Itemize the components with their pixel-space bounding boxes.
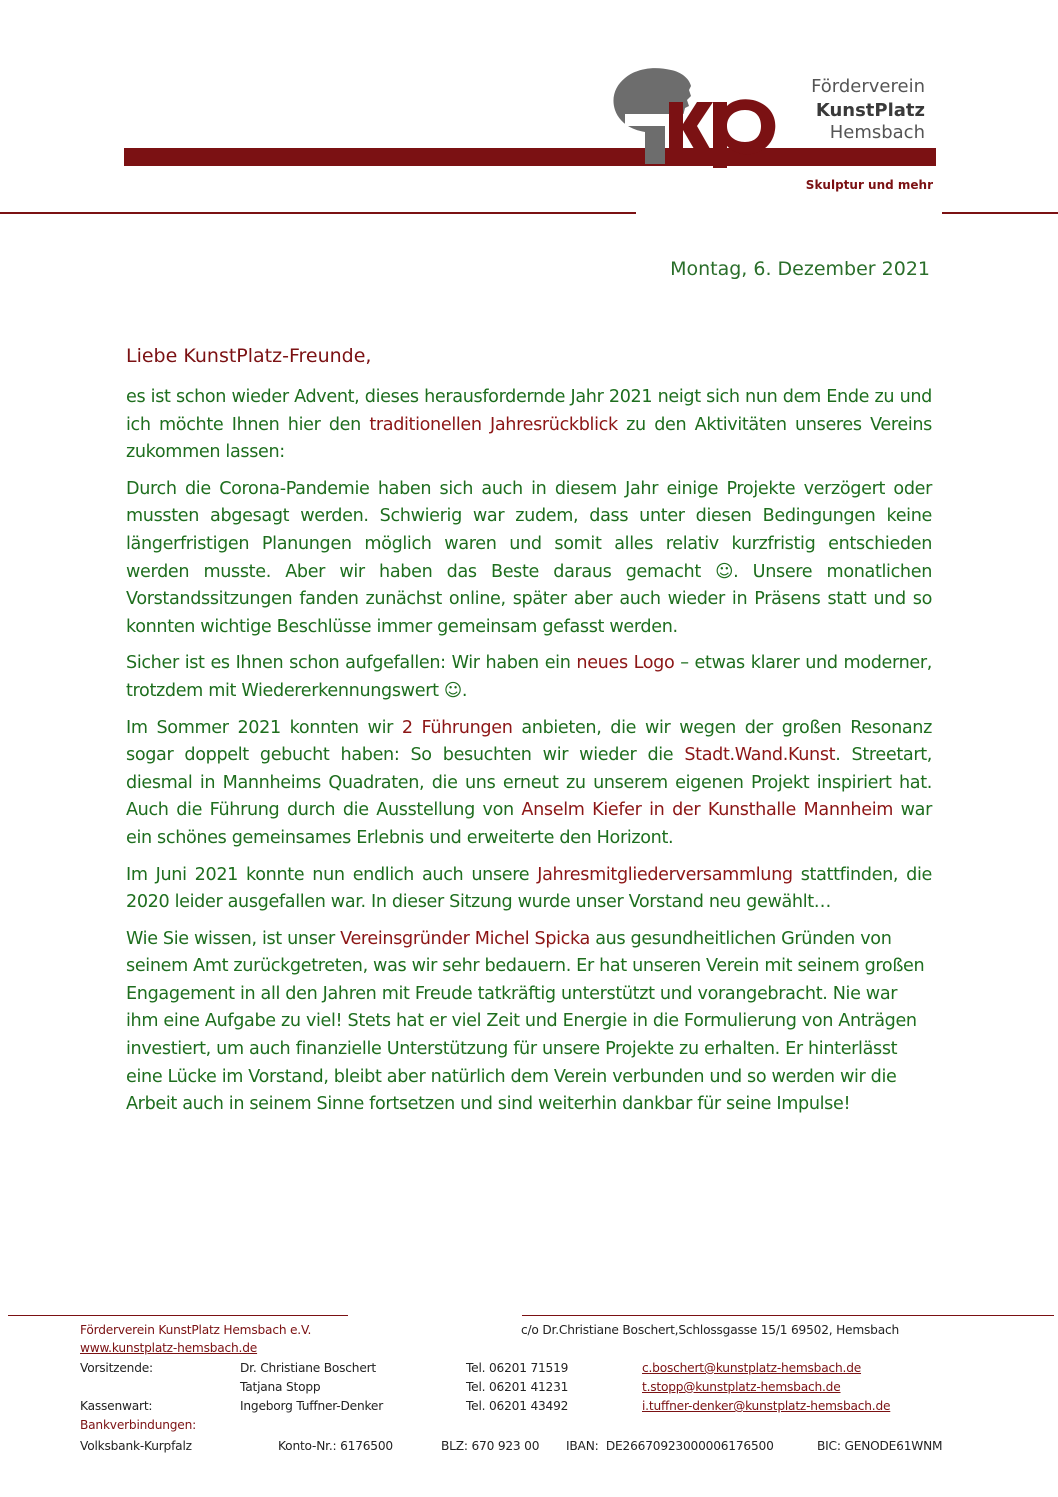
highlight-fuehrungen: 2 Führungen <box>401 717 513 738</box>
footer-bank-label: Bankverbindungen: <box>80 1418 197 1432</box>
paragraph-4: Im Sommer 2021 konnten wir 2 Führungen anbieten, die wir wegen der großen Resonanz sogar doppelt gebucht haben: So besuchten wir wieder die Stadt.Wand.Kunst. Streetart, diesmal in Mannheims Quadraten, die uns erneut zu unserem eigenen Projekt inspiriert hat. Auch die Führung durch die Ausstellung von Anselm Kiefer in der Kunsthalle Mannheim war ein schönes gemeinsames Erlebnis und erweiterte den Horizont. <box>126 717 932 848</box>
footer-rule-right <box>522 1315 1054 1316</box>
footer-konto: Konto-Nr.: 6176500 <box>278 1439 393 1453</box>
footer-person-phone: Tel. 06201 43492 <box>466 1399 569 1413</box>
footer-person-name: Ingeborg Tuffner-Denker <box>240 1399 384 1413</box>
footer-blz: BLZ: 670 923 00 <box>441 1439 540 1453</box>
footer-person-phone: Tel. 06201 41231 <box>466 1380 569 1394</box>
footer-person-phone: Tel. 06201 71519 <box>466 1361 569 1375</box>
footer-bank-name: Volksbank-Kurpfalz <box>80 1439 192 1453</box>
tagline: Skulptur und mehr <box>805 178 933 192</box>
footer-chair-label: Vorsitzende: <box>80 1361 153 1375</box>
letter-body <box>126 384 932 1128</box>
highlight-neues-logo: neues Logo <box>576 653 675 674</box>
footer-org-name: Förderverein KunstPlatz Hemsbach e.V. <box>80 1323 312 1337</box>
paragraph-1: es ist schon wieder Advent, dieses herausfordernde Jahr 2021 neigt sich nun dem Ende zu und ich möchte Ihnen hier den traditionellen Jahresrückblick zu den Aktivitäten unseres Vereins zukommen lassen: <box>126 387 932 463</box>
footer-email-link[interactable]: i.tuffner-denker@kunstplatz-hemsbach.de <box>642 1399 891 1413</box>
footer-person-name: Dr. Christiane Boschert <box>240 1361 377 1375</box>
paragraph-5: Im Juni 2021 konnte nun endlich auch unsere Jahresmitgliederversammlung stattfinden, die 2020 leider ausgefallen war. In dieser Sitzung wurde unser Vorstand neu gewählt… <box>126 864 932 913</box>
header-bar <box>124 148 936 166</box>
highlight-vereinsgruender: Vereinsgründer Michel Spicka <box>340 928 590 949</box>
highlight-stadt-wand-kunst: Stadt.Wand.Kunst <box>684 745 836 766</box>
salutation: Liebe KunstPlatz-Freunde, <box>126 345 372 367</box>
header-rule-left <box>0 212 636 214</box>
footer-iban: IBAN: DE26670923000006176500 <box>566 1439 774 1453</box>
org-name-line2: KunstPlatz <box>815 100 925 121</box>
smiley-icon: ☺ <box>443 680 462 701</box>
paragraph-2: Durch die Corona-Pandemie haben sich auch in diesem Jahr einige Projekte verzögert oder mussten abgesagt werden. Schwierig war zudem, dass unter diesen Bedingungen keine längerfristigen Planungen möglich waren und somit alles relativ kurzfristig entschieden werden musste. Aber wir haben das Beste daraus gemacht ☺. Unsere monatlichen Vorstandssitzungen fanden zunächst online, später aber auch wieder in Präsens statt und so konnten wichtige Beschlüsse immer gemeinsam gefasst werden. <box>126 478 932 637</box>
org-name-line3: Hemsbach <box>829 122 925 143</box>
footer-email-link[interactable]: c.boschert@kunstplatz-hemsbach.de <box>642 1361 862 1375</box>
paragraph-6: Wie Sie wissen, ist unser Vereinsgründer Michel Spicka aus gesundheitlichen Gründen von seinem Amt zurückgetreten, was wir sehr bedauern. Er hat unseren Verein mit seinem großen Engagement in all den Jahren mit Freude tatkräftig unterstützt und vorangebracht. Nie war ihm eine Aufgabe zu viel! Stets hat er viel Zeit und Energie in die Formulierung von Anträgen investiert, um auch finanzielle Unterstützung für unsere Projekte zu erhalten. Er hinterlässt eine Lücke im Vorstand, bleibt aber natürlich dem Verein verbunden und so werden wir die Arbeit auch in seinem Sinne fortsetzen und sind weiterhin dankbar für seine Impulse! <box>126 928 925 1115</box>
footer-rule-left <box>8 1315 348 1316</box>
footer-person-name: Tatjana Stopp <box>240 1380 321 1394</box>
footer-bic: BIC: GENODE61WNM <box>817 1439 943 1453</box>
smiley-icon: ☺ <box>715 561 734 582</box>
paragraph-3: Sicher ist es Ihnen schon aufgefallen: Wir haben ein neues Logo – etwas klarer und moderner, trotzdem mit Wiedererkennungswert ☺. <box>126 653 932 701</box>
footer-email-link[interactable]: t.stopp@kunstplatz-hemsbach.de <box>642 1380 841 1394</box>
org-name-line1: Förderverein <box>811 76 925 97</box>
footer-address: c/o Dr.Christiane Boschert,Schlossgasse 15/1 69502, Hemsbach <box>521 1323 900 1337</box>
highlight-jahresrueckblick: traditionellen Jahresrückblick <box>369 414 618 435</box>
logo-icon <box>585 62 781 170</box>
footer-treasurer-label: Kassenwart: <box>80 1399 153 1413</box>
highlight-jahresmitgliederversammlung: Jahresmitgliederversammlung <box>537 864 793 885</box>
letter-date: Montag, 6. Dezember 2021 <box>670 258 930 280</box>
header-rule-right <box>942 212 1058 214</box>
highlight-anselm-kiefer: Anselm Kiefer in der Kunsthalle Mannheim <box>521 800 894 821</box>
footer-website-link[interactable]: www.kunstplatz-hemsbach.de <box>80 1341 258 1355</box>
